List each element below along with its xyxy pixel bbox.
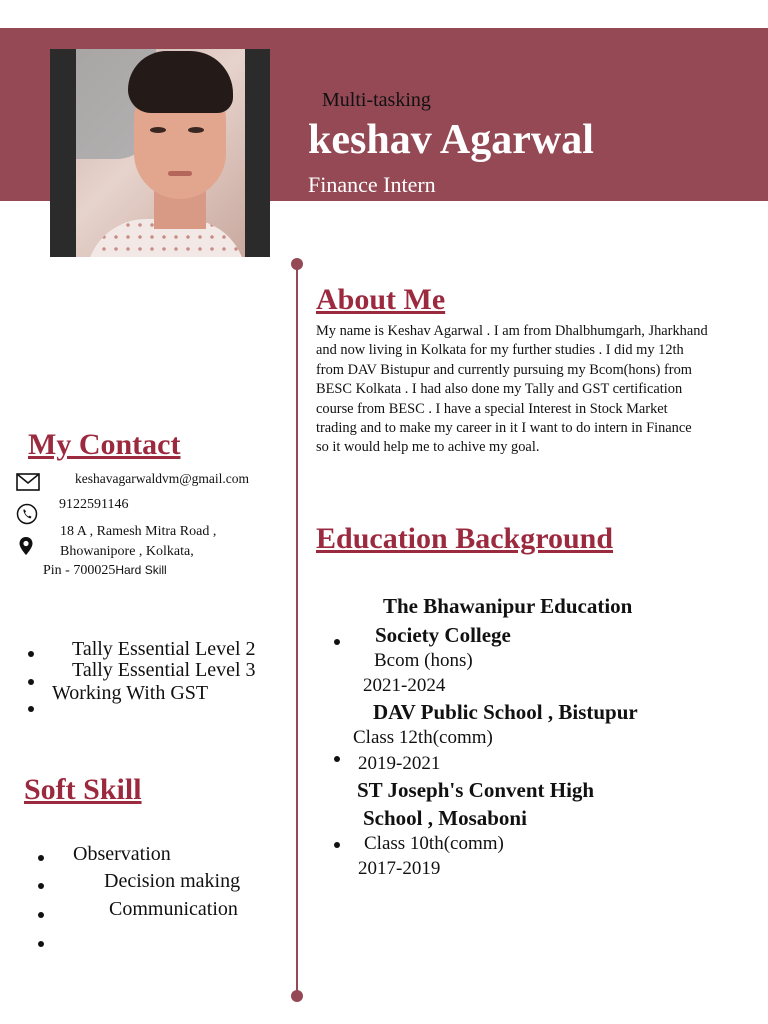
bullet: [28, 679, 34, 685]
soft-skill-item: Communication: [109, 898, 238, 920]
soft-skill-heading: Soft Skill: [24, 773, 142, 806]
contact-heading: My Contact: [28, 428, 181, 461]
bullet: [38, 941, 44, 947]
address-line: Bhowanipore , Kolkata,: [60, 544, 194, 559]
bullet: [334, 639, 340, 645]
years: 2019-2021: [358, 753, 441, 774]
about-paragraph: [316, 322, 762, 458]
timeline-dot-top: [291, 258, 303, 270]
bullet: [38, 883, 44, 889]
hard-skill-item: Tally Essential Level 2: [72, 638, 256, 660]
degree: Class 12th(comm): [353, 727, 493, 748]
profile-photo: [76, 49, 245, 257]
bullet: [334, 756, 340, 762]
phone-icon: [16, 503, 38, 523]
job-title: Finance Intern: [308, 172, 436, 197]
school-name: ST Joseph's Convent High: [357, 778, 595, 802]
timeline-divider: [296, 264, 298, 996]
hard-skill-item: Tally Essential Level 3: [72, 659, 256, 681]
soft-skill-item: Observation: [73, 843, 171, 865]
school-name: DAV Public School , Bistupur: [373, 700, 638, 724]
about-line: so it would help me to achive my goal.: [316, 439, 540, 456]
about-line: BESC Kolkata . I had also done my Tally and GST certification: [316, 381, 683, 398]
about-line: My name is Keshav Agarwal . I am from Dhalbhumgarh, Jharkhand: [316, 323, 708, 339]
pin-code: Pin - 700025: [43, 563, 116, 578]
soft-skill-item: Decision making: [104, 870, 241, 892]
location-pin-icon: [18, 536, 40, 556]
address-line: 18 A , Ramesh Mitra Road ,: [60, 524, 217, 539]
education-heading: Education Background: [316, 522, 614, 555]
bullet: [334, 842, 340, 848]
school-name: The Bhawanipur Education: [383, 594, 633, 618]
degree: Bcom (hons): [374, 650, 473, 671]
candidate-name: keshav Agarwal: [308, 117, 594, 163]
school-name: School , Mosaboni: [363, 806, 527, 830]
about-line: trading and to make my career in it I want to do intern in Finance: [316, 420, 692, 437]
bullet: [38, 855, 44, 861]
degree: Class 10th(comm): [364, 833, 504, 854]
about-heading: About Me: [316, 283, 446, 316]
about-line: and now living in Kolkata for my further studies . I did my 12th: [316, 342, 684, 359]
bullet: [38, 912, 44, 918]
bullet: [28, 706, 34, 712]
tagline: Multi-tasking: [322, 89, 431, 111]
school-name: Society College: [375, 623, 511, 647]
years: 2017-2019: [358, 858, 441, 879]
phone-text: 9122591146: [59, 497, 129, 512]
bullet: [28, 651, 34, 657]
email-text[interactable]: keshavagarwaldvm@gmail.com: [75, 471, 250, 486]
years: 2021-2024: [363, 675, 446, 696]
about-line: course from BESC . I have a special Interest in Stock Market: [316, 400, 668, 417]
address-line: [43, 563, 167, 579]
mail-icon: [16, 473, 38, 493]
hard-skill-label: Hard Skill: [115, 563, 167, 577]
timeline-dot-bottom: [291, 990, 303, 1002]
hard-skill-item: Working With GST: [52, 682, 209, 704]
about-line: from DAV Bistupur and currently pursuing my Bcom(hons) from: [316, 361, 692, 378]
